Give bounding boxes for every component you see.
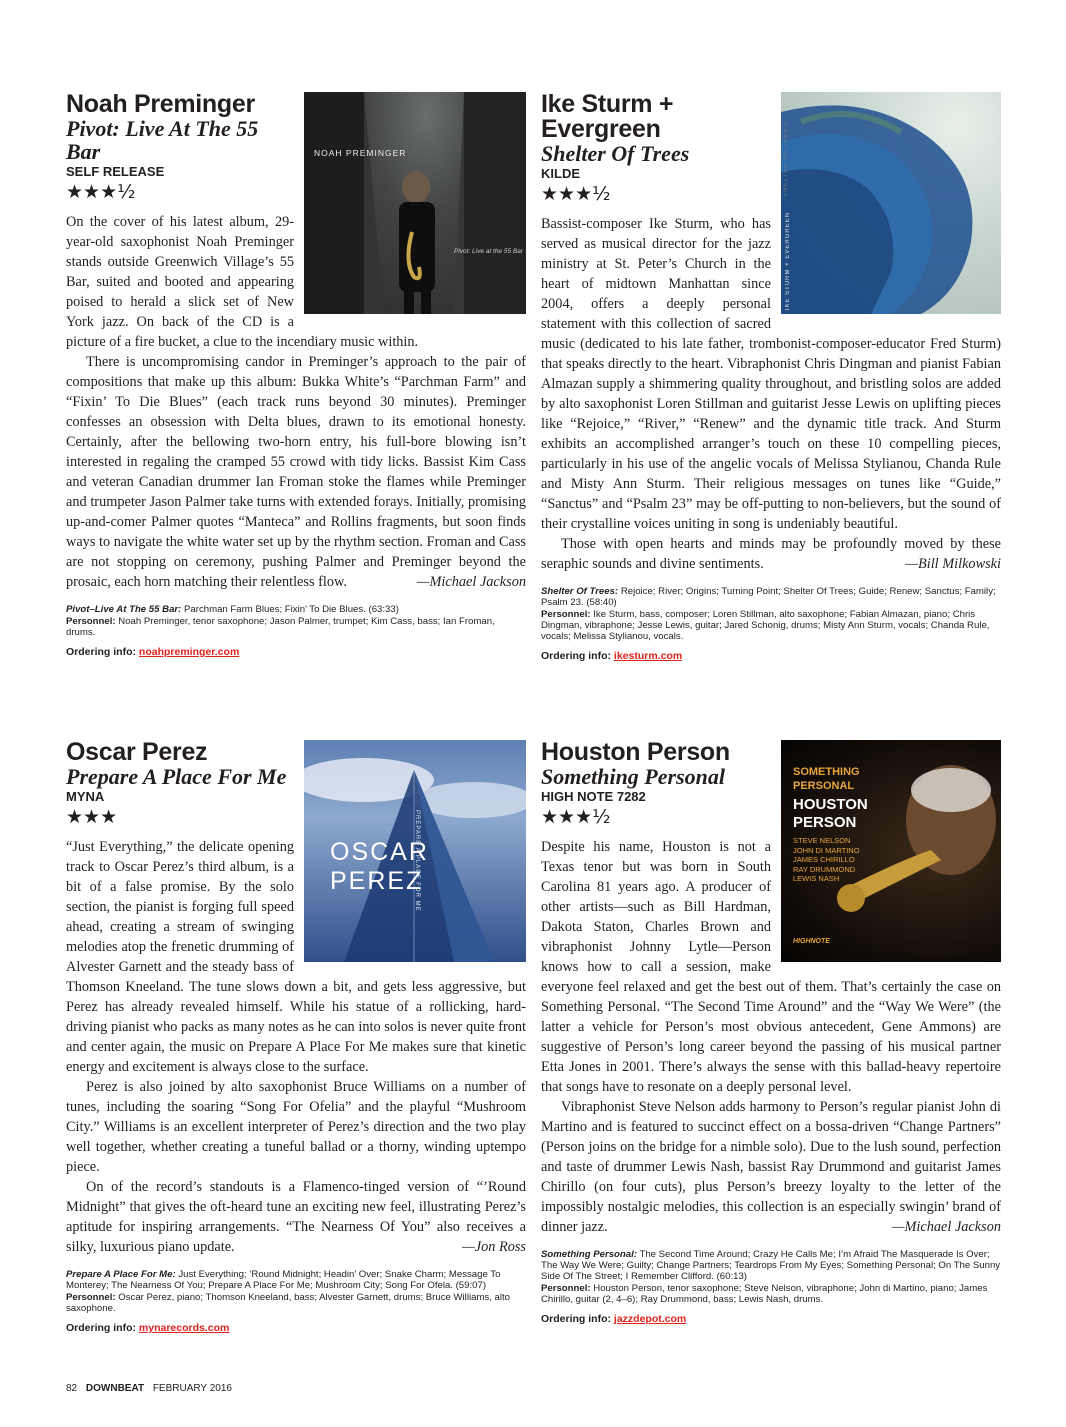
star-rating: ★★★½ xyxy=(541,806,611,828)
review-paragraph: There is uncompromising candor in Preminger’s approach to the pair of compositions that make up this album: Bukka White’s “Parchman Farm” and “Fixin’ To Die Blues” (each track runs beyond 30 minutes). Preminger confesses an obsession with Delta blues, drawn to its emotional honesty. Certainly, after the bellowing two-horn entry, his full-bore blowing isn’t interested in regaling the cramped 55 crowd with tidy licks. Bassist Kim Cass and veteran Canadian drummer Ian Froman stoke the flames while Preminger and trumpeter Jason Palmer take turns with extended forays. Initially, promising up-and-comer Palmer quotes “Manteca” and Rollins fragments, but soon finds ways to navigate the white water set up by the rhythm section. Froman and Cass are not stopping on ceremony, pushing Palmer and Preminger beyond the prosaic, each horn matching their relentless flow. —Michael Jackson xyxy=(66,354,526,590)
cover-title-line2: PERSONAL xyxy=(793,780,855,792)
track-list-title: Shelter Of Trees: xyxy=(541,586,619,597)
record-label: MYNA xyxy=(66,789,105,804)
review-paragraph: Those with open hearts and minds may be profoundly moved by these seraphic sounds and divine sentiments. —Bill Milkowski xyxy=(541,536,1001,572)
cover-art-street xyxy=(304,92,526,314)
ordering-link[interactable]: ikesturm.com xyxy=(613,650,683,662)
review-byline: —Michael Jackson xyxy=(891,1219,1001,1235)
review-paragraph: On of the record’s standouts is a Flamenco-tinged version of “’Round Midnight” that gives the oft-heard tune an exciting new feel, illustrating Perez’s aptitude for inspiring arrangements. “The Nearness Of You” also receives a silky, luxurious piano update. —Jon Ross xyxy=(66,1179,526,1255)
track-list-title: Pivot–Live At The 55 Bar: xyxy=(66,604,182,615)
cover-subtitle: IKE STURM + EVERGREEN xyxy=(785,212,791,311)
album-title: Pivot: Live At The 55 Bar xyxy=(66,116,259,164)
track-list: Shelter Of Trees: Rejoice; River; Origins; Turning Point; Shelter Of Trees; Guide; Renew; Sanctus; Family; Psalm 23. (58:40) xyxy=(541,586,996,608)
star-rating: ★★★½ xyxy=(541,183,611,205)
cover-subtitle: PREPARE A PLACE FOR ME xyxy=(414,810,420,912)
cover-title-line1: SOMETHING xyxy=(793,766,860,778)
review-paragraph: Perez is also joined by alto saxophonist Bruce Williams on a number of tunes, including the soaring “Song For Ofelia” and the playful “Mushroom City.” Williams is an excellent interpreter of Perez’s direction and the two play well together, whether creating a tuneful ballad or a thorny, winding uptempo piece. xyxy=(66,1079,526,1175)
issue-date: FEBRUARY 2016 xyxy=(152,1383,232,1394)
ordering-link[interactable]: mynarecords.com xyxy=(138,1322,230,1334)
cover-artist-line2: PERSON xyxy=(793,814,857,831)
review-paragraph: Bassist-composer Ike Sturm, who has served as musical director for the jazz ministry at St. Peter’s Church in the heart of midtown Manhattan since 2004, offers a deeply personal statement with this collection of sacred music (dedicated to his late father, trombonist-composer-educator Fred Sturm) that speaks directly to the heart. Vibraphonist Chris Dingman and pianist Fabian Almazan supply a shimmering quality throughout, and bristling solos are added by alto saxophonist Loren Stillman and guitarist Jesse Lewis on uplifting pieces like “Rejoice,” “River,” “Renew” and the dynamic title track. And Sturm exhibits an accomplished arranger’s touch on these 10 compelling pieces, particularly in his use of the angelic vocals of Melissa Stylianou, Chanda Rule and Misty Ann Sturm. Their religious messages on tunes like “Guide,” “Sanctus” and “Psalm 23” may be off-putting to non-believers, but the sound of their crystalline voices uniting in song is undeniably beautiful. xyxy=(541,216,1001,532)
cover-subtitle: Pivot: Live at the 55 Bar xyxy=(454,248,524,255)
artist-name: Houston Person xyxy=(541,738,730,766)
ordering-link[interactable]: jazzdepot.com xyxy=(613,1313,687,1325)
cover-artist-line1: HOUSTON xyxy=(793,796,868,813)
ordering-info: Ordering info: noahpreminger.com xyxy=(66,646,240,658)
album-cover-shelter-of-trees xyxy=(781,92,1001,314)
ordering-info: Ordering info: jazzdepot.com xyxy=(541,1313,687,1325)
star-rating: ★★★ xyxy=(66,806,118,828)
review-byline: —Bill Milkowski xyxy=(905,556,1001,572)
album-cover-pivot xyxy=(304,92,526,314)
review-byline: —Michael Jackson xyxy=(416,574,526,590)
personnel-list: Personnel: Noah Preminger, tenor saxophone; Jason Palmer, trumpet; Kim Cass, bass; Ian Froman, drums. xyxy=(66,616,495,638)
track-list-title: Something Personal: xyxy=(541,1249,637,1260)
review-ike-sturm xyxy=(541,92,1001,662)
cover-art-tree-canopy xyxy=(781,92,1001,314)
review-noah-preminger xyxy=(66,92,526,658)
album-cover-prepare-a-place xyxy=(304,740,526,962)
cover-credit: STEVE NELSON xyxy=(793,836,851,845)
artist-name: Noah Preminger xyxy=(66,90,255,118)
record-label: KILDE xyxy=(541,166,580,181)
track-list-title: Prepare A Place For Me: xyxy=(66,1269,176,1280)
page-footer xyxy=(66,1383,232,1394)
album-title: Something Personal xyxy=(541,764,725,789)
cover-title: OSCAR PEREZ xyxy=(330,838,429,895)
cover-credit: JOHN DI MARTINO xyxy=(793,845,860,855)
record-label: SELF RELEASE xyxy=(66,164,165,179)
personnel-list: Personnel: Ike Sturm, bass, composer; Loren Stillman, alto saxophone; Fabian Almazan, piano; Chris Dingman, vibraphone; Jesse Lewis, guitar; Jared Schonig, drums; Misty Ann Sturm, vocals; Chanda Rule, vocals; Melissa Stylianou, vocals. xyxy=(541,609,990,642)
cover-title: NOAH PREMINGER xyxy=(314,148,407,158)
track-list: Something Personal: The Second Time Around; Crazy He Calls Me; I’m Afraid The Masquerade Is Over; The Way We Were; Guilty; Change Partners; Teardrops From My Eyes; Something Personal; On The Sunny Side Of The Street; I Remember Clifford. (60:13) xyxy=(541,1249,1001,1282)
cover-credits xyxy=(793,836,860,884)
review-paragraph: “Just Everything,” the delicate opening track to Oscar Perez’s third album, is a bit of a false promise. By the solo section, the pianist is forging full speed ahead, creating a stream of swinging melodies atop the frenetic drumming of Alvester Garnett and the steady bass of Thomson Kneeland. The tune slows down a bit, and gets less aggressive, but Perez has already revealed himself. While his statue of a rollicking, hard-driving pianist who packs as many notes as he can into solos is never quite front and center again, the music on Prepare A Place For Me makes sure that kinetic energy and excitement is always close to the surface. xyxy=(66,839,526,1075)
artist-name: Ike Sturm + Evergreen xyxy=(541,90,674,143)
cover-credit: LEWIS NASH xyxy=(793,874,840,883)
album-title: Shelter Of Trees xyxy=(541,141,690,166)
album-details xyxy=(66,604,526,638)
cover-credit: RAY DRUMMOND xyxy=(793,864,856,874)
ordering-info: Ordering info: mynarecords.com xyxy=(66,1322,230,1334)
personnel-list: Personnel: Houston Person, tenor saxophone; Steve Nelson, vibraphone; John di Martino, piano; James Chirillo, guitar (2, 4–6); Ray Drummond, bass; Lewis Nash, drums. xyxy=(541,1283,988,1305)
album-details xyxy=(541,1249,1001,1305)
page-number: 82 xyxy=(66,1383,78,1394)
record-label: HIGH NOTE 7282 xyxy=(541,789,646,804)
artist-name: Oscar Perez xyxy=(66,738,208,766)
highnote-logo: HIGHNOTE xyxy=(793,938,830,945)
ordering-link[interactable]: noahpreminger.com xyxy=(138,646,240,658)
review-byline: —Jon Ross xyxy=(462,1239,526,1255)
track-list: Prepare A Place For Me: Just Everything; ’Round Midnight; Headin’ Over; Snake Charm; Message To Monterey; The Nearness Of You; Prepare A Place For Me; Mushroom City; Song For Ofela. (59:07) xyxy=(66,1269,501,1291)
review-paragraph: On the cover of his latest album, 29-year-old saxophonist Noah Preminger stands outside Greenwich Village’s 55 Bar, suited and booted and appearing poised to herald a slick set of New York jazz. On back of the CD is a picture of a fire bucket, a clue to the incendiary music within. xyxy=(66,214,419,350)
ordering-info: Ordering info: ikesturm.com xyxy=(541,650,683,662)
cover-title: SHELTER OF TREES xyxy=(783,122,789,197)
track-list: Pivot–Live At The 55 Bar: Parchman Farm Blues; Fixin’ To Die Blues. (63:33) xyxy=(66,604,399,615)
star-rating: ★★★½ xyxy=(66,181,136,203)
review-paragraph: Vibraphonist Steve Nelson adds harmony to Person’s regular pianist John di Martino and is featured to succinct effect on a bossa-driven “Change Partners” (Person joins on the bridge for a nimble solo). Due to the lush sound, perfection and taste of drummer Lewis Nash, bassist Ray Drummond and guitarist James Chirillo (on four cuts), plus Person’s breezy loyalty to the letter of the impossibly nostalgic melodies, this collection is an especially swingin’ brand of dinner jazz. —Michael Jackson xyxy=(541,1099,1001,1235)
magazine-name: DOWNBEAT xyxy=(85,1383,145,1394)
cover-credit: JAMES CHIRILLO xyxy=(793,855,855,864)
review-paragraph: Despite his name, Houston is not a Texas tenor but was born in South Carolina 81 years ago. A producer of other artists—such as Bill Hardman, Dakota Staton, Charles Brown and vibraphonist Johnny Lytle—Person knows how to call a session, make everyone feel relaxed and get the best out of them. That’s certainly the case on Something Personal. “The Second Time Around” and the “Way We Were” (the latter a vehicle for Person’s most obvious antecedent, Gene Ammons) are suggestive of Person’s long career beyond the passing of his musical partner Etta Jones in 2001. There’s always the sense with this ballad-heavy repertoire that songs have to resonate on a deeply personal level. xyxy=(541,839,1001,1095)
personnel-list: Personnel: Oscar Perez, piano; Thomson Kneeland, bass; Alvester Garnett, drums; Bruce Williams, alto saxophone. xyxy=(66,1292,511,1314)
album-details xyxy=(541,586,1001,642)
review-oscar-perez xyxy=(66,740,526,1334)
album-details xyxy=(66,1269,526,1314)
review-houston-person xyxy=(541,740,1001,1325)
album-cover-something-personal xyxy=(781,740,1001,962)
album-title: Prepare A Place For Me xyxy=(66,764,287,789)
